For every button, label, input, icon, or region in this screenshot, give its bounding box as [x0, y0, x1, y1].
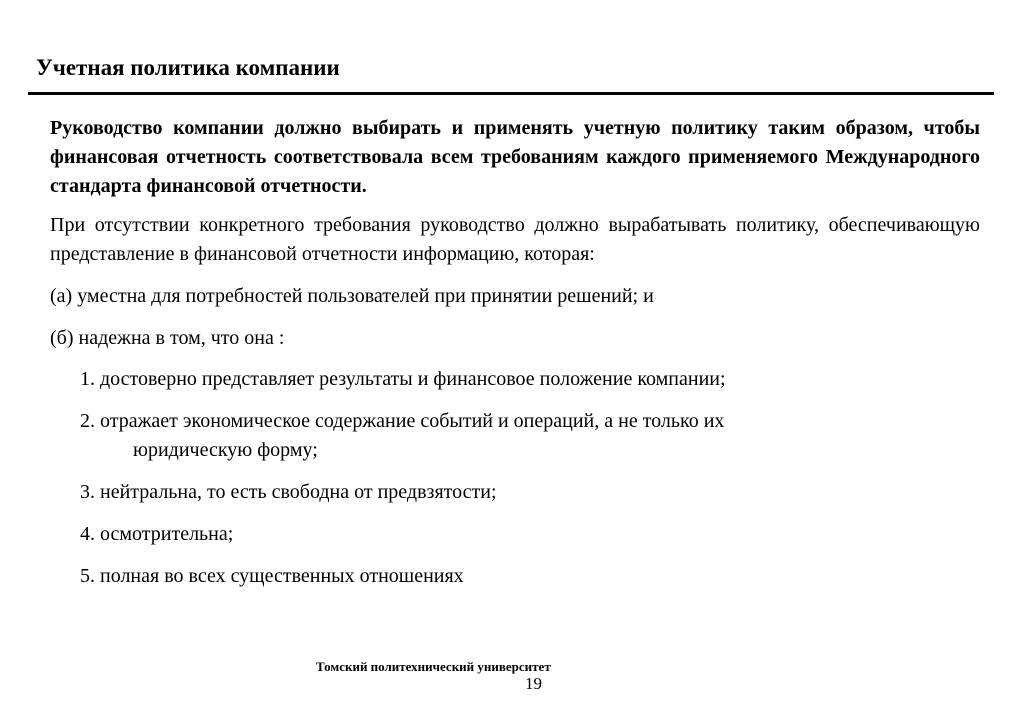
list-item-text: 4. осмотрительна; — [80, 523, 234, 545]
title-divider — [28, 92, 994, 95]
intro-paragraph: При отсутствии конкретного требования руководство должно вырабатывать политику, обеспечивающую представление в финансовой отчетности информацию, которая: — [50, 214, 980, 265]
footer-organization: Томский политехнический университет — [316, 659, 551, 674]
slide-content — [50, 114, 980, 604]
lead-paragraph: Руководство компании должно выбирать и применять учетную политику таким образом, чтобы финансовая отчетность соответствовала всем требованиям каждого применяемого Международного стандарта финансовой отчетности. — [50, 117, 980, 197]
list-item — [50, 478, 980, 507]
list-item — [50, 407, 980, 465]
reliability-criteria-list — [50, 365, 980, 591]
list-item-text: 5. полная во всех существенных отношениях — [80, 565, 464, 587]
list-item-text: 1. достоверно представляет результаты и финансовое положение компании; — [80, 368, 726, 390]
list-item-text: 3. нейтральна, то есть свободна от предвзятости; — [80, 481, 497, 503]
list-item — [50, 520, 980, 549]
list-item-continuation: юридическую форму; — [133, 439, 318, 461]
page-number: 19 — [525, 674, 542, 693]
slide-title: Учетная политика компании — [36, 55, 340, 80]
list-item — [50, 365, 980, 394]
item-a: (а) уместна для потребностей пользователей при принятии решений; и — [50, 285, 654, 307]
list-item — [50, 562, 980, 591]
list-item-text: 2. отражает экономическое содержание событий и операций, а не только их — [80, 410, 725, 432]
item-b: (б) надежна в том, что она : — [50, 327, 285, 349]
